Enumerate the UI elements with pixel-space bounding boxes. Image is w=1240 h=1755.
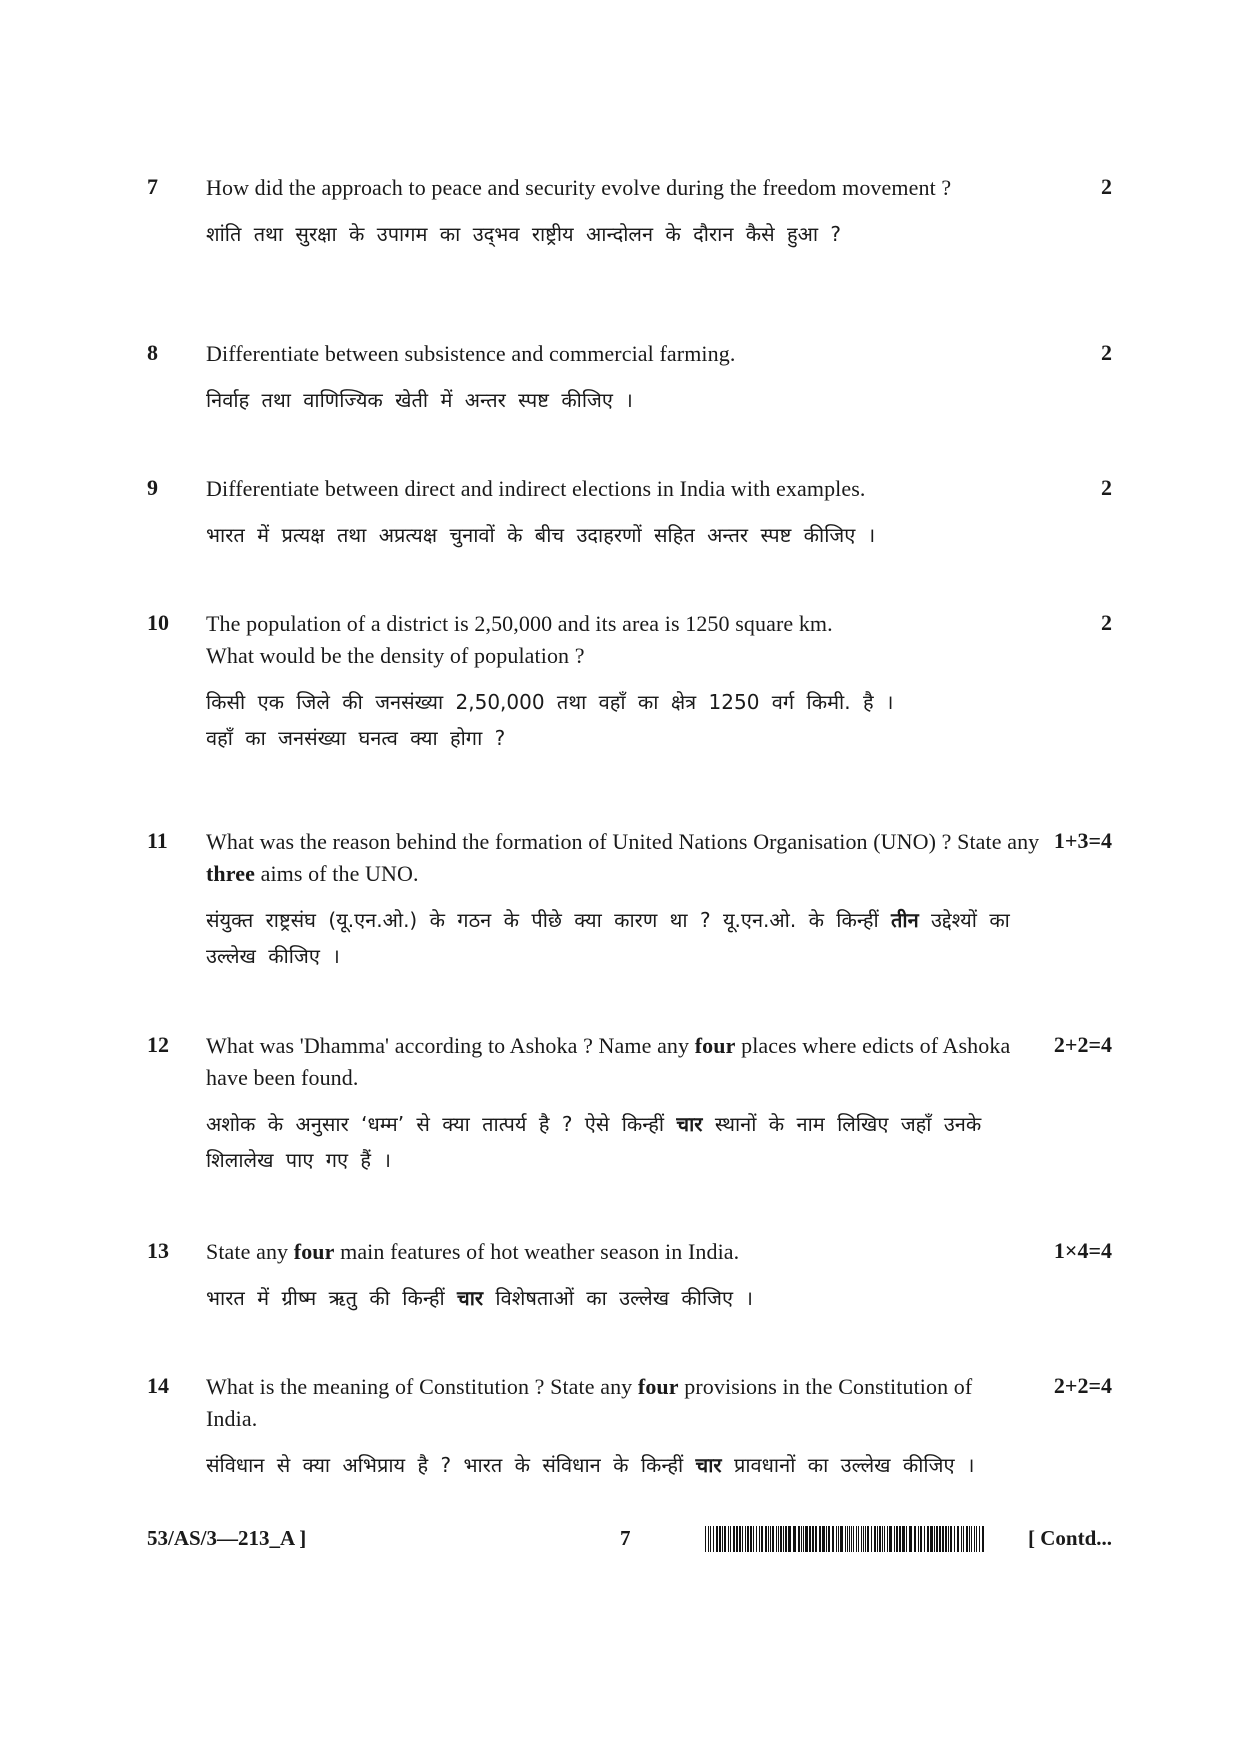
question-text-hindi: [206, 902, 1056, 974]
text-segment: What was 'Dhamma' according to Ashoka ? Name any: [206, 1033, 690, 1058]
question-marks: 1×4=4: [1053, 1238, 1112, 1263]
question-body: [206, 473, 1036, 553]
question-text-line: What would be the density of population ?: [206, 643, 585, 668]
question-number: 11: [147, 828, 168, 853]
emphasis: चार: [457, 1286, 484, 1310]
question-body: [206, 608, 1036, 756]
question-text-hindi: [206, 1280, 1036, 1316]
continued-label: [ Contd...: [1027, 1526, 1112, 1550]
question-marks: 2: [1101, 475, 1112, 500]
question-number: 12: [147, 1032, 169, 1057]
emphasis: four: [694, 1033, 736, 1058]
question-body: [206, 1371, 1006, 1483]
question-number: 7: [147, 174, 158, 199]
question-text-line: किसी एक जिले की जनसंख्या 2,50,000 तथा वहाँ का क्षेत्र 1250 वर्ग किमी. है ।: [206, 690, 894, 714]
question-body: [206, 172, 1036, 252]
question-text-english: Differentiate between subsistence and commercial farming.: [206, 341, 736, 366]
question-text-english: [206, 826, 1056, 890]
question-marks: 2: [1101, 174, 1112, 199]
question-body: [206, 1236, 1036, 1316]
text-segment: संयुक्त राष्ट्रसंघ (यू.एन.ओ.) के गठन के पीछे क्या कारण था ? यू.एन.ओ. के किन्हीं: [206, 908, 879, 932]
emphasis: चार: [676, 1112, 703, 1136]
text-segment: स्थानों के नाम लिखिए जहाँ उनके शिलालेख पाए गए हैं ।: [206, 1112, 982, 1172]
question-text-hindi: [206, 684, 1036, 756]
question-text-english: [206, 1030, 1036, 1094]
question-text-english: Differentiate between direct and indirect elections in India with examples.: [206, 476, 866, 501]
question-text-hindi: [206, 1447, 1086, 1483]
question-number: 14: [147, 1373, 169, 1398]
page-footer: [0, 1520, 1240, 1560]
question-number: 9: [147, 475, 158, 500]
text-segment: What was the reason behind the formation of United Nations Organisation (UNO) ? State any: [206, 829, 1040, 854]
text-segment: What is the meaning of Constitution ? State any: [206, 1374, 633, 1399]
question-number: 13: [147, 1238, 169, 1263]
question-text-hindi: निर्वाह तथा वाणिज्यिक खेती में अन्तर स्पष्ट कीजिए ।: [206, 388, 633, 412]
text-segment: विशेषताओं का उल्लेख कीजिए ।: [495, 1286, 753, 1310]
question-text-english: [206, 1236, 1036, 1268]
text-segment: प्रावधानों का उल्लेख कीजिए ।: [733, 1453, 975, 1477]
question-number: 10: [147, 610, 169, 635]
question-text-line: वहाँ का जनसंख्या घनत्व क्या होगा ?: [206, 726, 506, 750]
emphasis: four: [293, 1239, 335, 1264]
text-segment: भारत में ग्रीष्म ऋतु की किन्हीं: [206, 1286, 445, 1310]
question-marks: 2: [1101, 340, 1112, 365]
emphasis: four: [637, 1374, 679, 1399]
question-number: 8: [147, 340, 158, 365]
page-number: 7: [620, 1526, 631, 1550]
question-text-hindi: [206, 1106, 1036, 1178]
paper-code: 53/AS/3—213_A ]: [147, 1526, 307, 1550]
question-marks: 2+2=4: [1053, 1032, 1112, 1057]
emphasis: तीन: [891, 908, 919, 932]
question-text-line: The population of a district is 2,50,000 and its area is 1250 square km.: [206, 611, 833, 636]
barcode-icon: [705, 1526, 985, 1552]
question-marks: 1+3=4: [1053, 828, 1112, 853]
question-text-english: [206, 1371, 1006, 1435]
question-body: [206, 338, 1036, 418]
text-segment: संविधान से क्या अभिप्राय है ? भारत के संविधान के किन्हीं: [206, 1453, 684, 1477]
question-body: [206, 1030, 1036, 1178]
question-marks: 2: [1101, 610, 1112, 635]
emphasis: चार: [695, 1453, 722, 1477]
text-segment: places where edicts of Ashoka have been found.: [206, 1033, 1011, 1090]
emphasis: three: [206, 861, 255, 886]
text-segment: aims of the UNO.: [260, 861, 419, 886]
text-segment: provisions in the Constitution of India.: [206, 1374, 973, 1431]
question-text-hindi: शांति तथा सुरक्षा के उपागम का उद्‌भव राष्ट्रीय आन्दोलन के दौरान कैसे हुआ ?: [206, 222, 842, 246]
text-segment: उद्देश्यों का उल्लेख कीजिए ।: [206, 908, 1010, 968]
question-body: [206, 826, 1056, 974]
text-segment: main features of hot weather season in India.: [340, 1239, 740, 1264]
question-marks: 2+2=4: [1053, 1373, 1112, 1398]
question-text-english: How did the approach to peace and security evolve during the freedom movement ?: [206, 175, 952, 200]
question-text-hindi: भारत में प्रत्यक्ष तथा अप्रत्यक्ष चुनावों के बीच उदाहरणों सहित अन्तर स्पष्ट कीजिए ।: [206, 523, 876, 547]
text-segment: State any: [206, 1239, 289, 1264]
question-text-english: [206, 608, 1036, 672]
text-segment: अशोक के अनुसार ‘धम्म’ से क्या तात्पर्य है ? ऐसे किन्हीं: [206, 1112, 665, 1136]
